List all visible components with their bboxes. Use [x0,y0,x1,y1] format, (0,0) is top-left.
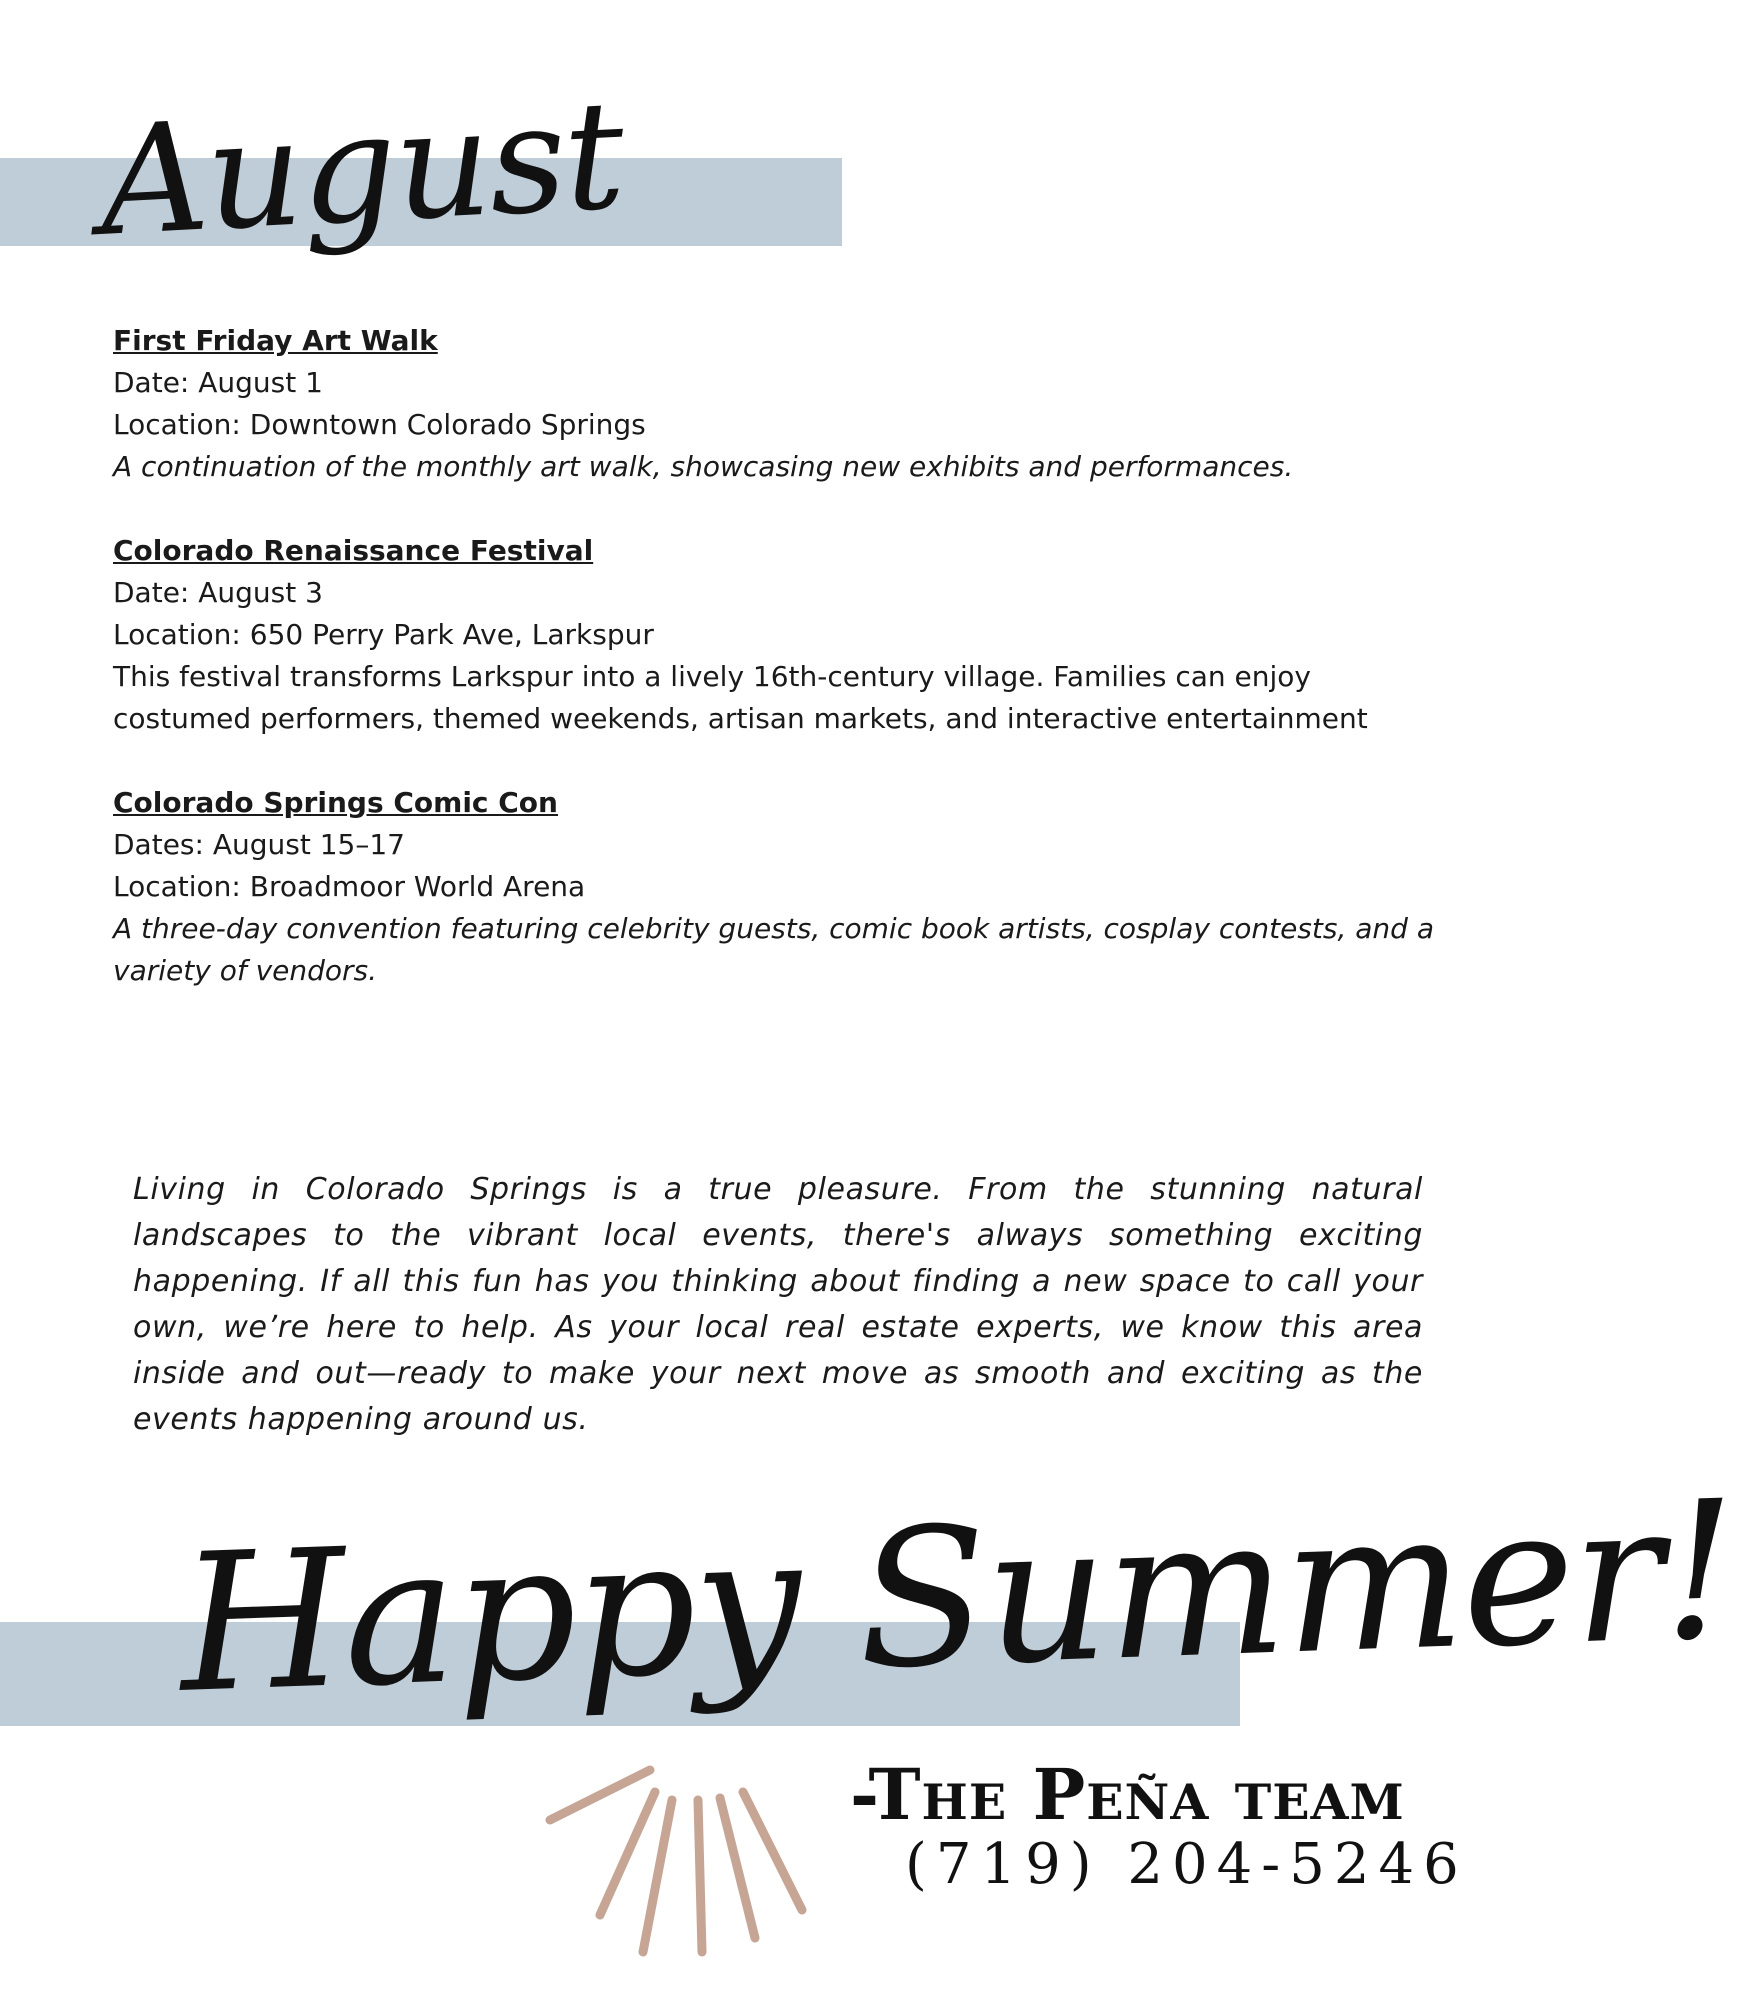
event-item [113,320,1443,488]
event-location: Location: Broadmoor World Arena [113,870,586,903]
event-title: Colorado Renaissance Festival [113,534,594,567]
event-date: Date: August 1 [113,366,323,399]
closing-paragraph: Living in Colorado Springs is a true pleasure. From the stunning natural landscapes to the vibrant local events, there's always something exciting happening. If all this fun has you thinking about finding a new space to call your own, we’re here to help. As your local real estate experts, we know this area inside and out—ready to make your next move as smooth and exciting as the events happening around us. [133,1172,1423,1437]
event-list [113,320,1443,1034]
event-date: Dates: August 15–17 [113,828,405,861]
event-title: Colorado Springs Comic Con [113,786,558,819]
event-description: A three-day convention featuring celebrity guests, comic book artists, cosplay contests, and a variety of vendors. [113,912,1434,987]
event-item [113,530,1443,740]
event-location: Location: 650 Perry Park Ave, Larkspur [113,618,654,651]
happy-summer-heading: Happy Summer! [176,1459,1739,1735]
month-title: August [95,68,627,270]
event-date: Date: August 3 [113,576,323,609]
event-title: First Friday Art Walk [113,324,438,357]
event-description: This festival transforms Larkspur into a lively 16th-century village. Families can enjoy costumed performers, themed weekends, artisan markets, and interactive entertainment [113,660,1368,735]
team-signature: -The Peña team [850,1753,1405,1836]
event-item [113,782,1443,992]
event-description: A continuation of the monthly art walk, showcasing new exhibits and performances. [113,450,1294,483]
sunburst-decoration-icon [540,1760,840,1960]
phone-number: (719) 204-5246 [905,1832,1468,1897]
event-location: Location: Downtown Colorado Springs [113,408,646,441]
